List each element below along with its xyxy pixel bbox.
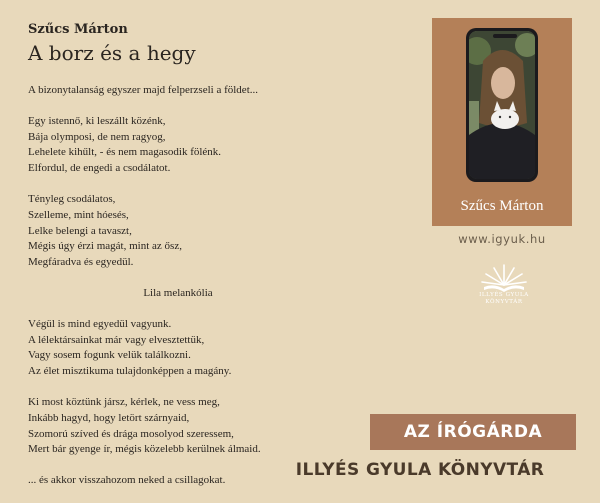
phone-frame xyxy=(466,28,538,182)
poem-line: Lelke belengi a tavaszt, xyxy=(28,224,132,237)
poem-line: Szomorú szíved és drága mosolyod szeressem, xyxy=(28,427,234,440)
poem-line: Lehelete kihűlt, - és nem magasodik fölénk. xyxy=(28,146,222,159)
poem-line: Bája olymposi, de nem ragyog, xyxy=(28,130,166,143)
stanza-2 xyxy=(28,192,408,271)
writers-guard-banner: AZ ÍRÓGÁRDA xyxy=(370,414,576,450)
author-name: Szűcs Márton xyxy=(28,22,128,37)
poem-line: Tényleg csodálatos, xyxy=(28,192,116,205)
poem-line: Szelleme, mint hóesés, xyxy=(28,208,129,221)
poem-line: Megfáradva és egyedül. xyxy=(28,256,134,269)
poem-line: Vagy sosem fogunk velük találkozni. xyxy=(28,349,191,362)
logo-line-2: KÖNYVTÁR xyxy=(485,299,523,305)
poem-opening-line: A bizonytalanság egyszer majd felperzseli a földet... xyxy=(28,84,258,96)
poem-subtitle: Lila melankólia xyxy=(143,286,213,299)
poem-area xyxy=(28,22,408,489)
author-photo xyxy=(469,31,535,179)
phone-notch xyxy=(493,34,517,38)
poem-line: Az élet misztikuma tulajdonképpen a magány. xyxy=(28,365,232,378)
poem-line: Ki most köztünk jársz, kérlek, ne vess meg, xyxy=(28,395,220,408)
library-name: ILLYÉS GYULA KÖNYVTÁR xyxy=(295,460,545,480)
poem-line: Egy istennő, ki leszállt közénk, xyxy=(28,114,166,127)
poem-line: Végül is mind egyedül vagyunk. xyxy=(28,317,172,330)
poem-line: Mégis úgy érzi magát, mint az ősz, xyxy=(28,240,182,253)
stanza-4 xyxy=(28,395,408,458)
poem-title: A borz és a hegy xyxy=(28,41,196,65)
library-logo-text xyxy=(452,292,556,306)
poem-closing-line: ... és akkor visszahozom neked a csillagokat. xyxy=(28,474,226,487)
poem-line: A lélektársainkat már vagy elvesztettük, xyxy=(28,333,205,346)
stanza-3 xyxy=(28,317,408,380)
website-link[interactable]: www.igyuk.hu xyxy=(458,232,546,246)
portrait-image xyxy=(469,31,535,179)
poem-line: Mert bár gyenge ír, mégis közelebb kerülnek álmaid. xyxy=(28,443,261,456)
poem-body xyxy=(28,83,408,489)
logo-line-1: ILLYÉS GYULA xyxy=(479,292,529,298)
poem-line: Elfordul, de engedi a csodálatot. xyxy=(28,162,171,175)
card-author-name: Szűcs Márton xyxy=(460,198,544,214)
poem-line: Inkább hagyd, hogy letört szárnyaid, xyxy=(28,411,190,424)
stanza-1 xyxy=(28,114,408,177)
author-photo-card xyxy=(432,18,572,226)
